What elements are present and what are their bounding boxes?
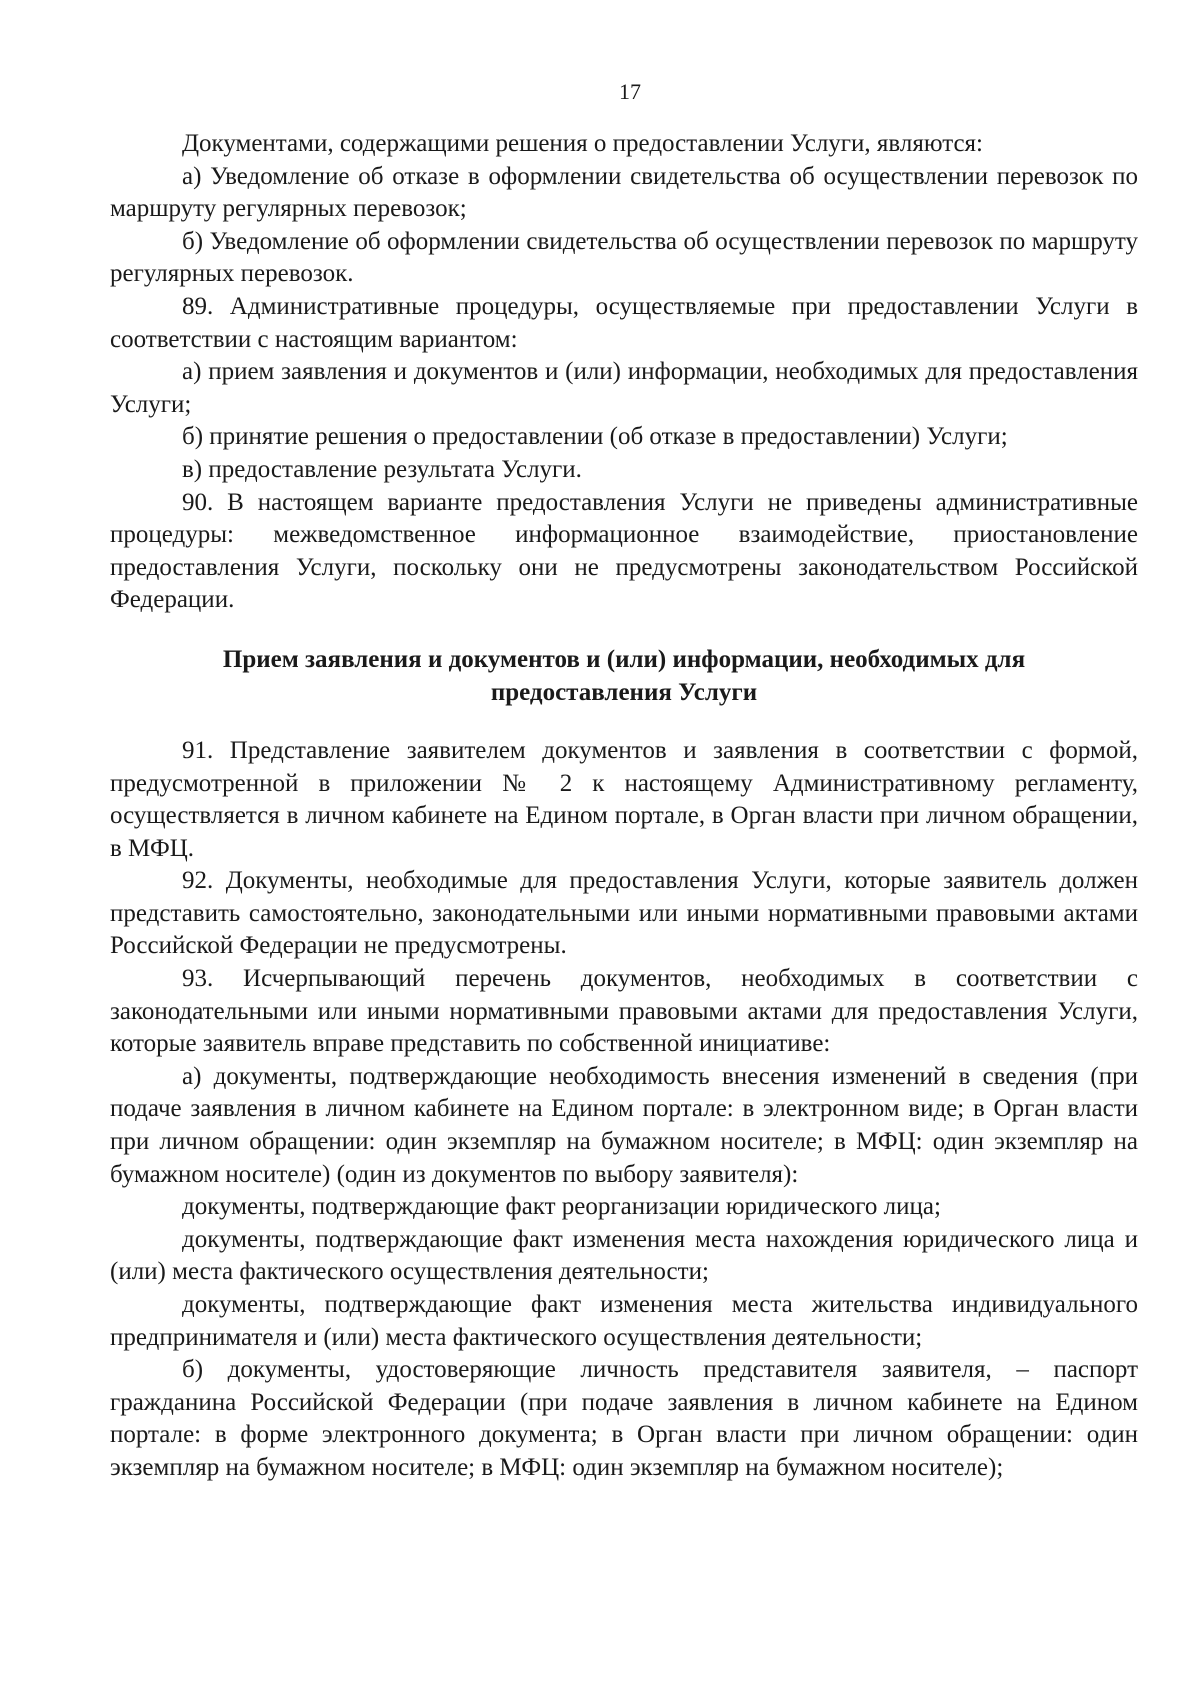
- paragraph: а) документы, подтверждающие необходимость внесения изменений в сведения (при подаче заявления в личном кабинете на Едином портале: в электронном виде; в Орган власти при личном обращении: один экземпляр на бумажном носителе; в МФЦ: один экземпляр на бумажном носителе) (один из документов по выбору заявителя):: [110, 1062, 1138, 1188]
- paragraph: в) предоставление результата Услуги.: [182, 455, 582, 483]
- paragraph: 89. Административные процедуры, осуществляемые при предоставлении Услуги в соответствии с настоящим вариантом:: [110, 292, 1138, 353]
- paragraph: 92. Документы, необходимые для предоставления Услуги, которые заявитель должен представить самостоятельно, законодательными или иными нормативными правовыми актами Российской Федерации не предусмотрены.: [110, 867, 1138, 960]
- paragraph: 91. Представление заявителем документов и заявления в соответствии с формой, предусмотренной в приложении № 2 к настоящему Административному регламенту, осуществляется в личном кабинете на Едином портале, в Орган власти при личном обращении, в МФЦ.: [110, 736, 1138, 862]
- paragraph: Документами, содержащими решения о предоставлении Услуги, являются:: [182, 130, 983, 157]
- paragraph: б) Уведомление об оформлении свидетельства об осуществлении перевозок по маршруту регулярных перевозок.: [110, 227, 1138, 288]
- paragraph: 93. Исчерпывающий перечень документов, необходимых в соответствии с законодательными или иными нормативными правовыми актами для предоставления Услуги, которые заявитель вправе представить по собственной инициативе:: [110, 965, 1138, 1058]
- section-heading: Прием заявления и документов и (или) информации, необходимых для предоставления Услуги: [222, 645, 1026, 706]
- paragraph: 90. В настоящем варианте предоставления Услуги не приведены административные процедуры: межведомственное информационное взаимодействие, приостановление предоставления Услуги, поскольку они не предусмотрены законодательством Российской Федерации.: [110, 488, 1138, 614]
- paragraph: а) Уведомление об отказе в оформлении свидетельства об осуществлении перевозок по маршруту регулярных перевозок;: [110, 162, 1138, 223]
- paragraph: документы, подтверждающие факт изменения места жительства индивидуального предпринимателя и (или) места фактического осуществления деятельности;: [110, 1291, 1138, 1351]
- page-number: 17: [619, 79, 641, 104]
- paragraph: б) документы, удостоверяющие личность представителя заявителя, – паспорт гражданина Российской Федерации (при подаче заявления в личном кабинете на Едином портале: в форме электронного документа; в Орган власти при личном обращении: один экземпляр на бумажном носителе; в МФЦ: один экземпляр на бумажном носителе);: [110, 1356, 1138, 1481]
- paragraph: б) принятие решения о предоставлении (об отказе в предоставлении) Услуги;: [182, 423, 1008, 451]
- paragraph: документы, подтверждающие факт изменения места нахождения юридического лица и (или) места фактического осуществления деятельности;: [110, 1225, 1138, 1286]
- document-body: [110, 128, 1138, 1485]
- paragraph: а) прием заявления и документов и (или) информации, необходимых для предоставления Услуги;: [110, 358, 1138, 418]
- paragraph: документы, подтверждающие факт реорганизации юридического лица;: [182, 1193, 941, 1221]
